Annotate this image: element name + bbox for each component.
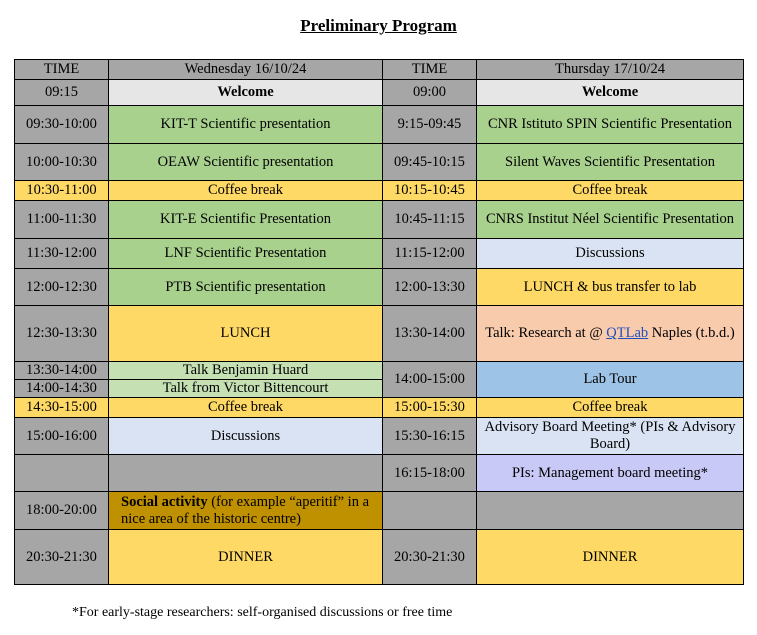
table-row (15, 201, 744, 239)
table-row (15, 398, 744, 418)
time-cell: 11:30-12:00 (15, 239, 109, 269)
time-cell: 9:15-09:45 (383, 106, 477, 144)
time-column-header-2: TIME (383, 60, 477, 80)
table-row (15, 144, 744, 181)
table-row (15, 269, 744, 306)
footnote: *For early-stage researchers: self-organised discussions or free time (72, 605, 453, 620)
table-row (15, 106, 744, 144)
time-cell (15, 455, 109, 492)
day-1-header: Wednesday 16/10/24 (109, 60, 383, 80)
time-cell: 14:30-15:00 (15, 398, 109, 418)
time-cell: 11:15-12:00 (383, 239, 477, 269)
event-cell (109, 455, 383, 492)
table-row (15, 418, 744, 455)
time-cell: 12:30-13:30 (15, 306, 109, 362)
table-row (15, 181, 744, 201)
table-row (15, 80, 744, 106)
time-cell: 09:00 (383, 80, 477, 106)
time-cell: 14:00-15:00 (383, 362, 477, 398)
time-cell: 18:00-20:00 (15, 492, 109, 530)
time-cell: 15:00-16:00 (15, 418, 109, 455)
time-cell: 16:15-18:00 (383, 455, 477, 492)
qtlab-link[interactable]: QTLab (606, 325, 649, 341)
event-cell: DINNER (109, 530, 383, 585)
event-cell: PIs: Management board meeting* (477, 455, 744, 492)
time-cell: 15:00-15:30 (383, 398, 477, 418)
event-cell: CNR Istituto SPIN Scientific Presentation (477, 106, 744, 144)
page-title: Preliminary Program (300, 16, 457, 35)
time-cell: 20:30-21:30 (15, 530, 109, 585)
social-activity-title: Social activity (121, 493, 208, 510)
time-cell: 09:45-10:15 (383, 144, 477, 181)
time-column-header-1: TIME (15, 60, 109, 80)
event-cell: Welcome (109, 80, 383, 106)
time-cell: 13:30-14:00 (15, 362, 109, 380)
time-cell: 10:30-11:00 (15, 181, 109, 201)
event-cell: Discussions (109, 418, 383, 455)
event-cell: Coffee break (109, 398, 383, 418)
time-cell: 11:00-11:30 (15, 201, 109, 239)
time-cell: 10:45-11:15 (383, 201, 477, 239)
time-cell: 10:15-10:45 (383, 181, 477, 201)
event-cell: LUNCH (109, 306, 383, 362)
time-cell: 20:30-21:30 (383, 530, 477, 585)
social-activity-details: (for example “aperitif” in a nice area of the historic centre) (121, 493, 370, 527)
event-cell (477, 306, 744, 362)
event-cell: LNF Scientific Presentation (109, 239, 383, 269)
time-cell: 14:00-14:30 (15, 380, 109, 398)
event-cell: Advisory Board Meeting* (PIs & Advisory Board) (477, 418, 744, 455)
event-cell: OEAW Scientific presentation (109, 144, 383, 181)
time-cell: 15:30-16:15 (383, 418, 477, 455)
event-cell: Discussions (477, 239, 744, 269)
event-cell: Talk from Victor Bittencourt (109, 380, 383, 398)
social-activity-cell (109, 492, 383, 530)
event-cell (477, 492, 744, 530)
table-header-row (15, 60, 744, 80)
event-cell: Coffee break (109, 181, 383, 201)
program-table (14, 59, 744, 585)
time-cell: 09:15 (15, 80, 109, 106)
event-cell: Silent Waves Scientific Presentation (477, 144, 744, 181)
time-cell: 10:00-10:30 (15, 144, 109, 181)
time-cell: 09:30-10:00 (15, 106, 109, 144)
table-row (15, 530, 744, 585)
table-row (15, 492, 744, 530)
event-cell: KIT-T Scientific presentation (109, 106, 383, 144)
time-cell: 12:00-13:30 (383, 269, 477, 306)
event-text: Talk: Research at @ (485, 325, 607, 341)
table-row (15, 455, 744, 492)
event-cell: Coffee break (477, 181, 744, 201)
event-cell: PTB Scientific presentation (109, 269, 383, 306)
event-cell: Talk Benjamin Huard (109, 362, 383, 380)
event-cell: Lab Tour (477, 362, 744, 398)
event-cell: Coffee break (477, 398, 744, 418)
table-row (15, 239, 744, 269)
event-cell: KIT-E Scientific Presentation (109, 201, 383, 239)
day-2-header: Thursday 17/10/24 (477, 60, 744, 80)
time-cell: 12:00-12:30 (15, 269, 109, 306)
time-cell (383, 492, 477, 530)
event-cell: DINNER (477, 530, 744, 585)
event-cell: LUNCH & bus transfer to lab (477, 269, 744, 306)
event-cell: Welcome (477, 80, 744, 106)
table-row (15, 362, 744, 380)
event-text: Naples (t.b.d.) (648, 325, 735, 341)
event-cell: CNRS Institut Néel Scientific Presentation (477, 201, 744, 239)
time-cell: 13:30-14:00 (383, 306, 477, 362)
table-row (15, 306, 744, 362)
